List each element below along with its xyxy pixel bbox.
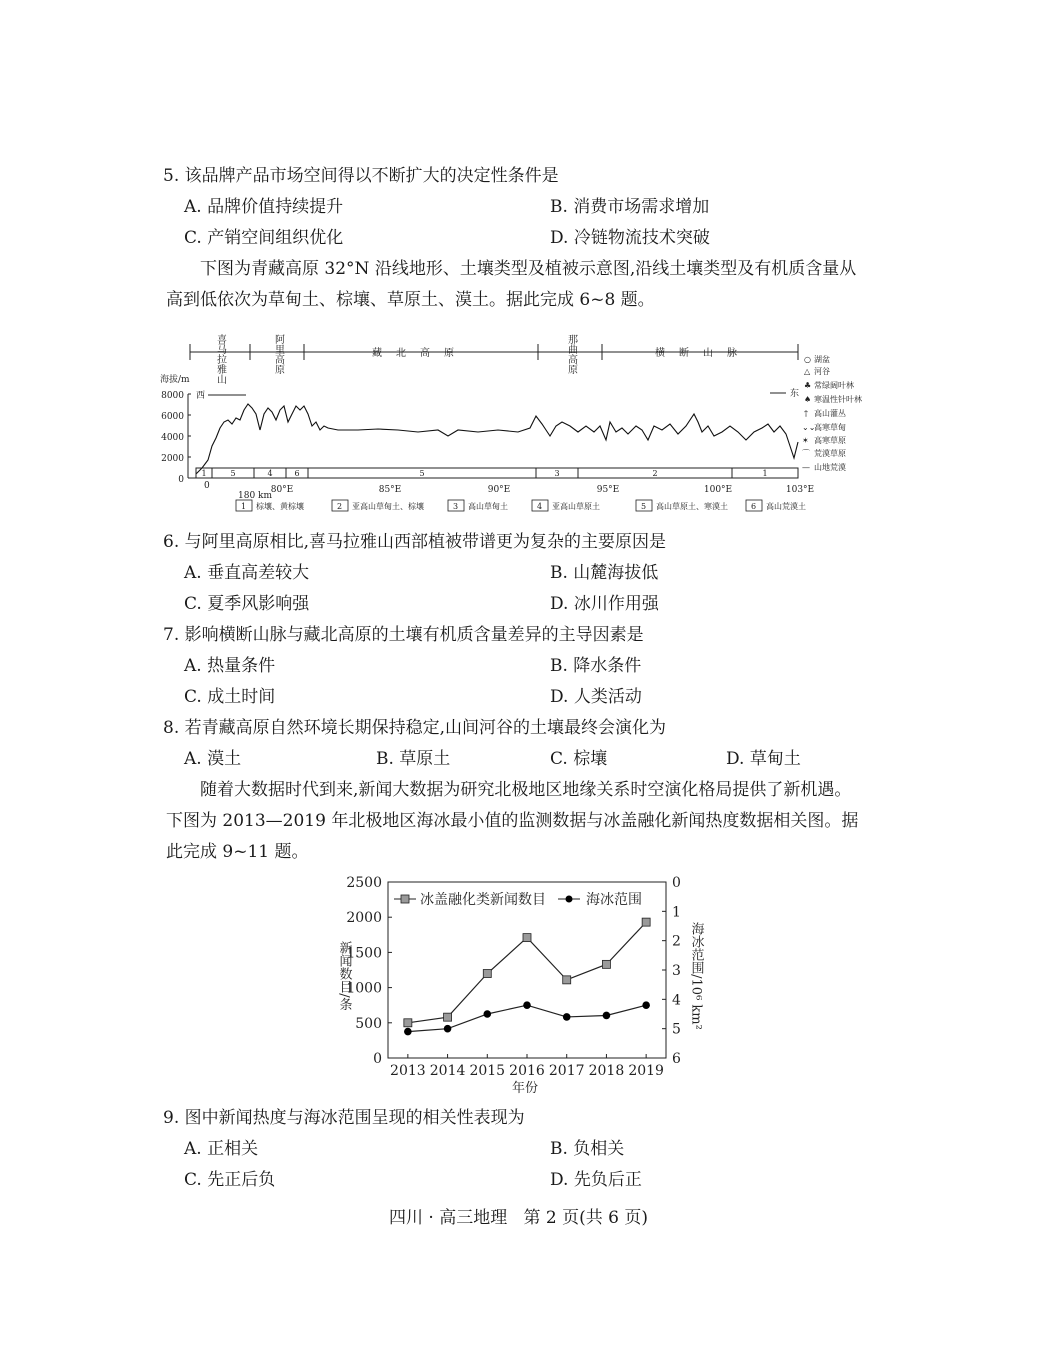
- x-tick-label: 2013: [390, 1063, 426, 1079]
- soil-key-text: 棕壤、黄棕壤: [256, 502, 304, 511]
- q5-option-c[interactable]: C. 产销空间组织优化: [184, 228, 344, 248]
- sea-ice-point: [444, 1025, 452, 1033]
- y-tick-label: 1000: [346, 980, 382, 997]
- scale-bar-label: 180 km: [238, 491, 273, 501]
- profile-xtick: 80°E: [270, 485, 294, 495]
- q9-option-d[interactable]: D. 先负后正: [550, 1170, 642, 1190]
- y2-tick-label: 3: [672, 963, 681, 979]
- question-7-stem: 7. 影响横断山脉与藏北高原的土壤有机质含量差异的主导因素是: [163, 625, 644, 645]
- news-count-point: [642, 918, 650, 926]
- q7-option-c[interactable]: C. 成土时间: [184, 687, 276, 707]
- soil-key-num: 4: [537, 502, 543, 511]
- soil-key-num: 6: [751, 502, 757, 511]
- profile-ytick: 6000: [161, 412, 184, 422]
- soil-key-num: 5: [641, 502, 647, 511]
- profile-ytick: 2000: [161, 454, 184, 464]
- legend-valley: 河谷: [814, 367, 830, 376]
- profile-xtick: 100°E: [703, 485, 733, 495]
- y-tick-label: 2500: [346, 875, 382, 891]
- soil-key-num: 2: [337, 502, 343, 511]
- x-tick-label: 2014: [429, 1063, 466, 1079]
- legend-lake-basin: 湖盆: [814, 355, 830, 364]
- legend-icon: ○: [804, 355, 811, 364]
- sea-ice-point: [523, 1001, 531, 1009]
- soil-band: 6: [294, 469, 300, 478]
- direction-west: 西: [196, 391, 206, 401]
- y-tick-label: 500: [355, 1015, 382, 1032]
- news-count-point: [444, 1013, 452, 1021]
- legend-icon: ♠: [804, 395, 812, 404]
- soil-band: 5: [230, 469, 236, 478]
- news-count-point: [404, 1019, 412, 1027]
- legend-news-label: 冰盖融化类新闻数目: [420, 892, 546, 908]
- y2-tick-label: 6: [672, 1051, 681, 1067]
- q6-option-d[interactable]: D. 冰川作用强: [550, 594, 659, 614]
- profile-ytick: 0: [178, 475, 184, 485]
- y2-axis-label: 海冰范围/10⁶ km²: [688, 922, 704, 1030]
- scale-zero: 0: [204, 481, 210, 491]
- y-tick-label: 2000: [346, 910, 382, 927]
- soil-band: 1: [762, 469, 768, 478]
- legend-mountain-desert: 山地荒漠: [814, 463, 846, 472]
- profile-xtick: 103°E: [785, 485, 815, 495]
- soil-band: 1: [201, 469, 207, 478]
- terrain-profile-diagram: [158, 322, 862, 518]
- y2-tick-label: 5: [672, 1021, 681, 1038]
- y2-tick-label: 2: [672, 933, 681, 950]
- intro-chart-line3: 此完成 9~11 题。: [166, 842, 309, 862]
- x-axis-label: 年份: [511, 1081, 539, 1096]
- sea-ice-point: [642, 1001, 650, 1009]
- question-9-stem: 9. 图中新闻热度与海冰范围呈现的相关性表现为: [163, 1108, 525, 1128]
- legend-ice-label: 海冰范围: [586, 892, 642, 908]
- q9-option-b[interactable]: B. 负相关: [550, 1139, 625, 1159]
- y-tick-label: 0: [373, 1051, 382, 1067]
- legend-conifer: 寒温性针叶林: [814, 395, 862, 404]
- soil-band: 2: [652, 469, 658, 478]
- q6-option-a[interactable]: A. 垂直高差较大: [184, 563, 310, 583]
- legend-square-marker: [401, 895, 409, 903]
- soil-key-text: 高山荒漠土: [766, 502, 806, 511]
- news-count-point: [563, 976, 571, 984]
- chart-legend: [394, 891, 642, 908]
- q5-option-a[interactable]: A. 品牌价值持续提升: [184, 197, 344, 217]
- legend-icon: ⌒: [802, 449, 810, 458]
- q5-option-d[interactable]: D. 冷链物流技术突破: [550, 228, 710, 248]
- legend-steppe: 高寒草原: [814, 436, 846, 445]
- q8-option-d[interactable]: D. 草甸土: [726, 749, 801, 769]
- x-tick-label: 2019: [628, 1063, 664, 1079]
- profile-xtick: 95°E: [596, 485, 620, 495]
- soil-key-num: 3: [453, 502, 459, 511]
- legend-icon: †: [804, 409, 808, 418]
- soil-key-text: 亚高山草原土: [552, 502, 600, 511]
- q6-option-c[interactable]: C. 夏季风影响强: [184, 594, 310, 614]
- soil-key-text: 高山草甸土: [468, 502, 508, 511]
- profile-ytick: 4000: [161, 433, 184, 443]
- soil-key-num: 1: [241, 502, 247, 511]
- page-footer: 四川 · 高三地理 第 2 页(共 6 页): [389, 1208, 648, 1228]
- soil-key-text: 亚高山草甸土、棕壤: [352, 502, 424, 511]
- question-6-stem: 6. 与阿里高原相比,喜马拉雅山西部植被带谱更为复杂的主要原因是: [163, 532, 667, 552]
- news-count-point: [602, 960, 610, 968]
- soil-band: 5: [419, 469, 425, 478]
- soil-band: 3: [554, 469, 560, 478]
- news-ice-chart: [330, 870, 710, 1098]
- legend-broadleaf: 常绿阔叶林: [814, 381, 854, 390]
- region-zangbei: 藏北高原: [372, 348, 468, 359]
- q9-option-c[interactable]: C. 先正后负: [184, 1170, 276, 1190]
- legend-desert-steppe: 荒漠草原: [814, 449, 846, 458]
- q5-option-b[interactable]: B. 消费市场需求增加: [550, 197, 710, 217]
- x-tick-label: 2017: [548, 1063, 585, 1079]
- profile-ylabel: 海拔/m: [160, 375, 190, 385]
- profile-xtick: 85°E: [378, 485, 402, 495]
- q8-option-c[interactable]: C. 棕壤: [550, 749, 608, 769]
- x-tick-label: 2016: [509, 1063, 545, 1079]
- terrain-line: [196, 404, 798, 474]
- legend-meadow: 高寒草甸: [814, 423, 846, 432]
- question-5-stem: 5. 该品牌产品市场空间得以不断扩大的决定性条件是: [163, 166, 559, 186]
- intro-chart-line2: 下图为 2013—2019 年北极地区海冰最小值的监测数据与冰盖融化新闻热度数据相关图。据: [166, 811, 859, 831]
- soil-key-text: 高山草原土、寒漠土: [656, 502, 728, 511]
- x-tick-label: 2015: [469, 1063, 506, 1079]
- q7-option-d[interactable]: D. 人类活动: [550, 687, 642, 707]
- q9-option-a[interactable]: A. 正相关: [184, 1139, 259, 1159]
- soil-band: 4: [267, 469, 273, 478]
- x-tick-label: 2018: [588, 1063, 625, 1079]
- sea-ice-point: [563, 1013, 571, 1021]
- q6-option-b[interactable]: B. 山麓海拔低: [550, 563, 659, 583]
- region-ali: 阿里高原: [272, 334, 284, 374]
- intro-profile-line1: 下图为青藏高原 32°N 沿线地形、土壤类型及植被示意图,沿线土壤类型及有机质含量从: [200, 259, 857, 279]
- legend-icon: ♣: [804, 381, 812, 390]
- intro-profile-line2: 高到低依次为草甸土、棕壤、草原土、漠土。据此完成 6~8 题。: [166, 290, 655, 310]
- y-tick-label: 1500: [346, 945, 382, 962]
- q7-option-b[interactable]: B. 降水条件: [550, 656, 642, 676]
- question-8-stem: 8. 若青藏高原自然环境长期保持稳定,山间河谷的土壤最终会演化为: [163, 718, 667, 738]
- legend-shrub: 高山灌丛: [814, 409, 846, 418]
- intro-chart-line1: 随着大数据时代到来,新闻大数据为研究北极地区地缘关系时空演化格局提供了新机遇。: [200, 780, 852, 800]
- sea-ice-point: [404, 1028, 412, 1036]
- plot-frame: [388, 882, 666, 1058]
- region-himalaya: 喜马拉雅山: [214, 334, 226, 384]
- q7-option-a[interactable]: A. 热量条件: [184, 656, 276, 676]
- region-naqu: 那曲高原: [565, 334, 577, 374]
- sea-ice-point: [603, 1012, 611, 1020]
- profile-ytick: 8000: [161, 391, 184, 401]
- direction-east: 东: [790, 389, 800, 399]
- legend-icon: —: [802, 463, 810, 472]
- legend-icon: ✶: [802, 436, 809, 445]
- y2-tick-label: 4: [672, 992, 681, 1009]
- y2-tick-label: 1: [672, 904, 681, 921]
- news-count-point: [483, 970, 491, 978]
- region-hengduan: 横断山脉: [655, 348, 751, 359]
- legend-icon: △: [804, 367, 811, 376]
- y-axis-label: 新闻数目/条: [336, 941, 352, 1011]
- y2-tick-label: 0: [672, 875, 681, 891]
- profile-xtick: 90°E: [487, 485, 511, 495]
- sea-ice-point: [483, 1010, 491, 1018]
- legend-icon: ⌄⌄: [802, 423, 816, 432]
- legend-circle-marker: [566, 896, 573, 903]
- q8-option-a[interactable]: A. 漠土: [184, 749, 242, 769]
- news-count-point: [523, 934, 531, 942]
- q8-option-b[interactable]: B. 草原土: [376, 749, 451, 769]
